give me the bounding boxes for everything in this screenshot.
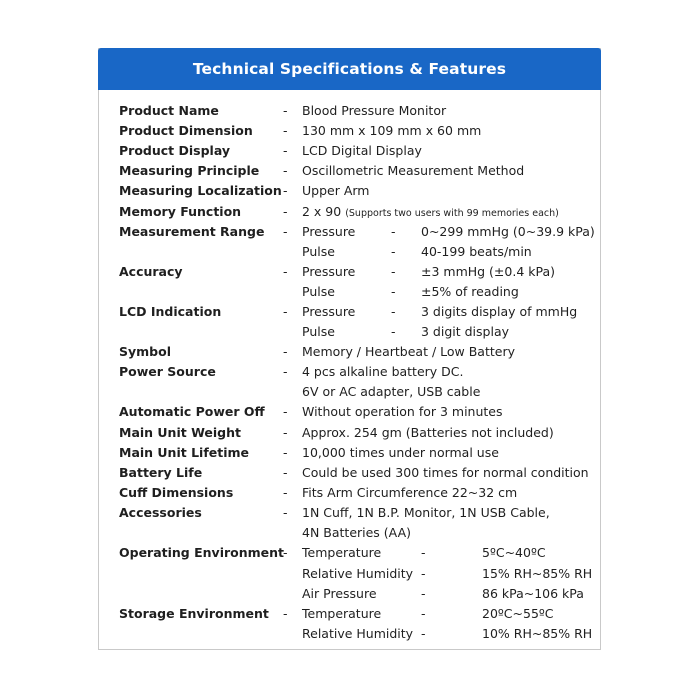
spec-value-main: 2 x 90 [302, 204, 342, 219]
spec-row-product-display [99, 141, 600, 161]
spec-dash: - [283, 344, 288, 359]
spec-row-operating-humidity [99, 564, 600, 584]
spec-sub-dash: - [391, 324, 396, 339]
spec-dash: - [283, 264, 288, 279]
spec-label: Measuring Localization [119, 183, 282, 198]
spec-value: 130 mm x 109 mm x 60 mm [302, 123, 482, 138]
spec-sub-dash: - [391, 244, 396, 259]
spec-value: Without operation for 3 minutes [302, 404, 503, 419]
spec-row-product-name [99, 101, 600, 121]
spec-row-accessories [99, 503, 600, 523]
spec-sub-dash: - [421, 566, 426, 581]
spec-row-operating-environment [99, 543, 600, 563]
spec-subitem-name: Pressure [302, 264, 356, 279]
spec-row-measurement-range [99, 222, 600, 242]
spec-label: Memory Function [119, 204, 242, 219]
spec-value: 1N Cuff, 1N B.P. Monitor, 1N USB Cable, [302, 505, 550, 520]
spec-subitem-name: Temperature [302, 545, 382, 560]
spec-dash: - [283, 364, 288, 379]
spec-subitem-name: Pressure [302, 224, 356, 239]
spec-label: Main Unit Lifetime [119, 445, 249, 460]
spec-value: 10,000 times under normal use [302, 445, 499, 460]
spec-value [302, 202, 559, 224]
spec-value: Fits Arm Circumference 22~32 cm [302, 485, 518, 500]
spec-subitem-value: 15% RH~85% RH [482, 566, 593, 581]
spec-label: Measurement Range [119, 224, 265, 239]
spec-label: Storage Environment [119, 606, 269, 621]
spec-dash: - [283, 545, 288, 560]
spec-value: Could be used 300 times for normal condition [302, 465, 589, 480]
spec-dash: - [283, 163, 288, 178]
spec-row-measuring-principle [99, 161, 600, 181]
spec-sub-dash: - [391, 224, 396, 239]
spec-sub-dash: - [391, 284, 396, 299]
spec-dash: - [283, 224, 288, 239]
spec-dash: - [283, 425, 288, 440]
spec-subitem-name: Relative Humidity [302, 626, 414, 641]
spec-label: Product Dimension [119, 123, 253, 138]
spec-subitem-value: ±3 mmHg (±0.4 kPa) [421, 264, 556, 279]
spec-dash: - [283, 183, 288, 198]
spec-row-power-source-cont [99, 382, 600, 402]
spec-label: Main Unit Weight [119, 425, 241, 440]
spec-subitem-value: 20ºC~55ºC [482, 606, 554, 621]
spec-subitem-value: 10% RH~85% RH [482, 626, 593, 641]
spec-label: Battery Life [119, 465, 203, 480]
spec-value: Upper Arm [302, 183, 370, 198]
spec-subitem-value: 40-199 beats/min [421, 244, 532, 259]
spec-label: Measuring Principle [119, 163, 260, 178]
spec-row-storage-humidity [99, 624, 600, 644]
spec-row-power-source [99, 362, 600, 382]
spec-label: Cuff Dimensions [119, 485, 234, 500]
spec-value-note: (Supports two users with 99 memories each) [345, 208, 559, 219]
spec-subitem-value: 3 digit display [421, 324, 510, 339]
spec-sub-dash: - [421, 626, 426, 641]
spec-row-cuff-dimensions [99, 483, 600, 503]
spec-list [99, 49, 600, 649]
spec-sub-dash: - [391, 264, 396, 279]
spec-subitem-name: Pulse [302, 284, 335, 299]
spec-card [98, 48, 601, 650]
spec-label: Operating Environment [119, 545, 285, 560]
spec-dash: - [283, 485, 288, 500]
spec-label: Automatic Power Off [119, 404, 265, 419]
spec-value: Blood Pressure Monitor [302, 103, 447, 118]
spec-dash: - [283, 103, 288, 118]
spec-subitem-value: 0~299 mmHg (0~39.9 kPa) [421, 224, 595, 239]
spec-label: Product Name [119, 103, 219, 118]
spec-subitem-name: Relative Humidity [302, 566, 414, 581]
spec-label: Accessories [119, 505, 202, 520]
spec-subitem-value: 5ºC~40ºC [482, 545, 546, 560]
spec-dash: - [283, 445, 288, 460]
spec-row-lcd-indication [99, 302, 600, 322]
spec-value: 4 pcs alkaline battery DC. [302, 364, 464, 379]
spec-dash: - [283, 465, 288, 480]
spec-label: Product Display [119, 143, 231, 158]
spec-row-main-unit-lifetime [99, 443, 600, 463]
spec-label: Power Source [119, 364, 216, 379]
spec-sub-dash: - [391, 304, 396, 319]
spec-sub-dash: - [421, 606, 426, 621]
spec-row-measuring-localization [99, 181, 600, 201]
spec-subitem-name: Pressure [302, 304, 356, 319]
spec-subitem-value: 3 digits display of mmHg [421, 304, 578, 319]
spec-dash: - [283, 204, 288, 219]
spec-row-lcd-indication-pulse [99, 322, 600, 342]
spec-row-accuracy-pulse [99, 282, 600, 302]
spec-row-accessories-cont [99, 523, 600, 543]
spec-subitem-name: Pulse [302, 244, 335, 259]
spec-value: 6V or AC adapter, USB cable [302, 384, 481, 399]
spec-label: Symbol [119, 344, 171, 359]
spec-row-memory-function [99, 202, 600, 222]
spec-row-automatic-power-off [99, 402, 600, 422]
spec-value: Memory / Heartbeat / Low Battery [302, 344, 515, 359]
spec-dash: - [283, 123, 288, 138]
spec-label: LCD Indication [119, 304, 222, 319]
spec-dash: - [283, 505, 288, 520]
spec-row-battery-life [99, 463, 600, 483]
spec-dash: - [283, 404, 288, 419]
spec-row-storage-environment [99, 604, 600, 624]
card-title: Technical Specifications & Features [192, 60, 507, 78]
spec-dash: - [283, 304, 288, 319]
spec-sub-dash: - [421, 586, 426, 601]
spec-value: LCD Digital Display [302, 143, 422, 158]
spec-row-operating-air-pressure [99, 584, 600, 604]
spec-row-measurement-range-pulse [99, 242, 600, 262]
spec-value: Oscillometric Measurement Method [302, 163, 525, 178]
spec-subitem-value: 86 kPa~106 kPa [482, 586, 584, 601]
spec-dash: - [283, 606, 288, 621]
spec-row-symbol [99, 342, 600, 362]
spec-value: 4N Batteries (AA) [302, 525, 411, 540]
spec-subitem-value: ±5% of reading [421, 284, 519, 299]
spec-dash: - [283, 143, 288, 158]
spec-subitem-name: Temperature [302, 606, 382, 621]
spec-subitem-name: Pulse [302, 324, 335, 339]
spec-sub-dash: - [421, 545, 426, 560]
spec-row-main-unit-weight [99, 423, 600, 443]
spec-row-accuracy [99, 262, 600, 282]
spec-subitem-name: Air Pressure [302, 586, 377, 601]
spec-label: Accuracy [119, 264, 183, 279]
spec-row-product-dimension [99, 121, 600, 141]
spec-value: Approx. 254 gm (Batteries not included) [302, 425, 554, 440]
